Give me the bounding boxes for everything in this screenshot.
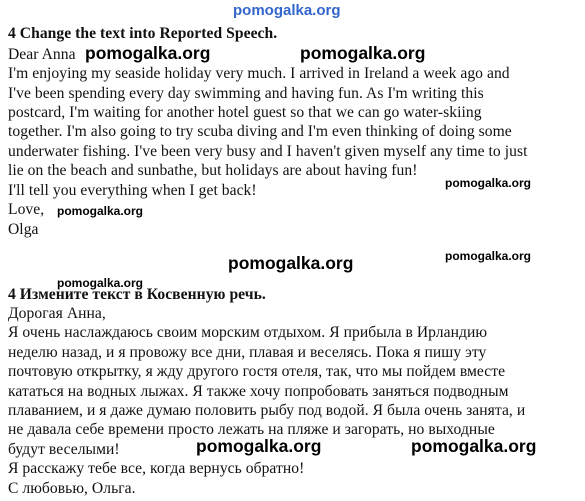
watermark: pomogalka.org: [85, 43, 211, 63]
russian-line-8: Я расскажу тебе все, когда вернусь обратно!: [8, 460, 305, 477]
english-line-2: I've been spending every day swimming and having fun. As I'm writing this: [8, 85, 484, 102]
english-signature: Olga: [8, 221, 39, 238]
watermark: pomogalka.org: [445, 249, 532, 263]
russian-line-7: будут веселыми!: [8, 441, 120, 458]
russian-line-6: не давала себе времени просто лежать на пляже и загорать, но выходные: [8, 421, 495, 438]
russian-heading: 4 Измените текст в Косвенную речь.: [8, 286, 266, 303]
english-line-6: lie on the beach and sunbathe, but holidays are about having fun!: [8, 162, 418, 179]
english-line-7: I'll tell you everything when I get back!: [8, 182, 257, 199]
english-greeting: Dear Anna: [8, 46, 76, 63]
english-line-3: postcard, I'm waiting for another hotel guest so that we can go water-skiing: [8, 104, 482, 121]
russian-line-3: почтовую открытку, я жду другого гостя отеля, так, что мы пойдем вместе: [8, 363, 506, 380]
english-line-5: underwater fishing. I've been very busy and I haven't given myself any time to just: [8, 143, 528, 160]
russian-line-4: кататься на водных лыжах. Я также хочу попробовать заняться подводным: [8, 383, 509, 400]
watermark: pomogalka.org: [57, 276, 144, 290]
russian-greeting: Дорогая Анна,: [8, 305, 106, 322]
english-closing: Love,: [8, 201, 45, 218]
watermark: pomogalka.org: [445, 176, 532, 190]
watermark: pomogalka.org: [300, 43, 426, 63]
russian-closing: С любовью, Ольга.: [8, 480, 136, 497]
english-line-4: together. I'm also going to try scuba diving and I'm even thinking of doing some: [8, 123, 512, 140]
russian-line-2: неделю назад, и я провожу все дни, плавая и веселясь. Пока я пишу эту: [8, 344, 487, 361]
watermark: pomogalka.org: [411, 436, 537, 456]
watermark: pomogalka.org: [228, 253, 354, 273]
watermark: pomogalka.org: [57, 204, 144, 218]
russian-line-5: плаванием, и я даже думаю половить рыбу под водой. Я была очень занята, и: [8, 402, 526, 419]
watermark: pomogalka.org: [196, 436, 322, 456]
english-line-1: I'm enjoying my seaside holiday very much. I arrived in Ireland a week ago and: [8, 65, 510, 82]
english-heading: 4 Change the text into Reported Speech.: [8, 25, 278, 42]
russian-line-1: Я очень наслаждаюсь своим морским отдыхом. Я прибыла в Ирландию: [8, 324, 488, 341]
watermark-top: pomogalka.org: [233, 2, 341, 19]
